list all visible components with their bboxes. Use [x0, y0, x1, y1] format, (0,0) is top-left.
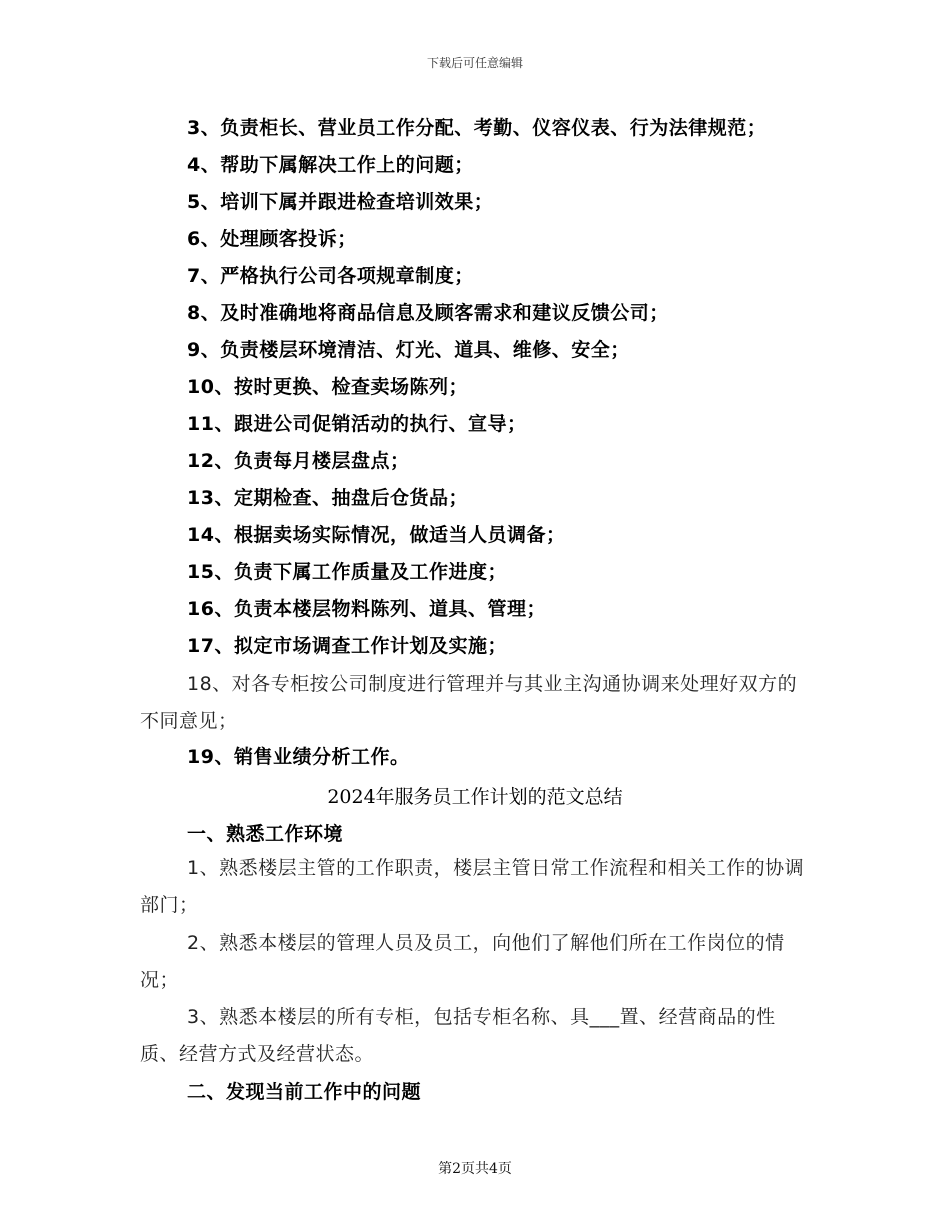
- list-item: 13、定期检查、抽盘后仓货品；: [187, 487, 468, 509]
- list-item: 9、负责楼层环境清洁、灯光、道具、维修、安全；: [187, 339, 630, 361]
- list-item: 4、帮助下属解决工作上的问题；: [187, 154, 474, 176]
- paragraph: 1、熟悉楼层主管的工作职责，楼层主管日常工作流程和相关工作的协调部门；: [140, 857, 805, 916]
- paragraph: 2、熟悉本楼层的管理人员及员工，向他们了解他们所在工作岗位的情况；: [140, 932, 785, 991]
- list-item: 14、根据卖场实际情况，做适当人员调备；: [187, 524, 566, 546]
- list-item-19: 19、销售业绩分析工作。: [187, 746, 410, 768]
- list-item: 15、负责下属工作质量及工作进度；: [187, 561, 507, 583]
- section-title: 2024年服务员工作计划的范文总结: [327, 786, 623, 808]
- list-item: 3、负责柜长、营业员工作分配、考勤、仪容仪表、行为法律规范；: [187, 117, 767, 139]
- list-item: 6、处理顾客投诉；: [187, 228, 357, 250]
- list-item: 8、及时准确地将商品信息及顾客需求和建议反馈公司；: [187, 302, 669, 324]
- paragraph: 3、熟悉本楼层的所有专柜，包括专柜名称、具___置、经营商品的性质、经营方式及经营状态。: [140, 1006, 776, 1065]
- page-header: 下载后可任意编辑: [426, 56, 523, 70]
- list-item-18: 18、对各专柜按公司制度进行管理并与其业主沟通协调来处理好双方的不同意见；: [140, 673, 798, 732]
- list-item: 7、严格执行公司各项规章制度；: [187, 265, 474, 287]
- page-footer: 第2页共4页: [438, 1161, 512, 1177]
- list-item: 12、负责每月楼层盘点；: [187, 450, 410, 472]
- list-item: 5、培训下属并跟进检查培训效果；: [187, 191, 494, 213]
- section-heading: 二、发现当前工作中的问题: [187, 1081, 422, 1103]
- list-item: 11、跟进公司促销活动的执行、宣导；: [187, 413, 527, 435]
- list-item: 16、负责本楼层物料陈列、道具、管理；: [187, 598, 546, 620]
- section-heading: 一、熟悉工作环境: [187, 823, 344, 845]
- list-item: 10、按时更换、检查卖场陈列；: [187, 376, 468, 398]
- list-item: 17、拟定市场调查工作计划及实施；: [187, 635, 507, 657]
